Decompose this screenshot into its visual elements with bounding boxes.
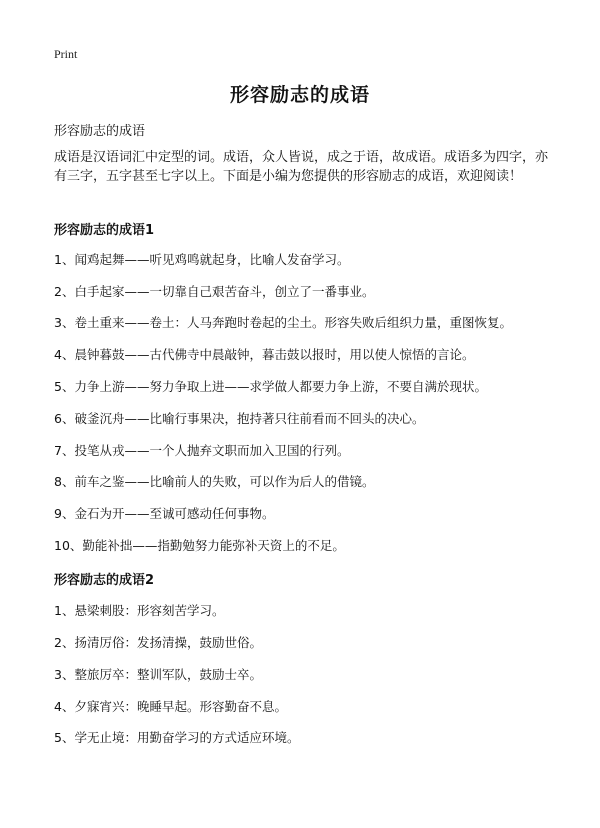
list-item: 5、学无止境：用勤奋学习的方式适应环境。 [54,730,300,745]
list-item: 8、前车之鉴——比喻前人的失败，可以作为后人的借镜。 [54,474,375,489]
section-heading-2: 形容励志的成语2 [54,573,155,588]
list-item: 4、夕寐宵兴：晚睡早起。形容勤奋不息。 [54,699,287,714]
print-link[interactable]: Print [54,47,78,61]
list-item: 1、闻鸡起舞——听见鸡鸣就起身，比喻人发奋学习。 [54,252,350,267]
intro-paragraph: 成语是汉语词汇中定型的词。成语，众人皆说，成之于语，故成语。成语多为四字，亦有三字，五字甚至七字以上。下面是小编为您提供的形容励志的成语，欢迎阅读！ [54,150,549,184]
page-title: 形容励志的成语 [229,84,370,106]
list-item: 9、金石为开——至诚可感动任何事物。 [54,506,275,521]
list-item: 1、悬梁刺股：形容刻苦学习。 [54,603,225,618]
list-item: 6、破釜沉舟——比喻行事果决，抱持著只往前看而不回头的决心。 [54,411,425,426]
list-item: 2、白手起家——一切靠自己艰苦奋斗，创立了一番事业。 [54,284,375,299]
list-item: 7、投笔从戎——一个人抛弃文职而加入卫国的行列。 [54,443,350,458]
list-item: 3、整旅厉卒：整训军队，鼓励士卒。 [54,667,262,682]
list-item: 2、扬清厉俗：发扬清操，鼓励世俗。 [54,635,262,650]
list-item: 3、卷土重来——卷土：人马奔跑时卷起的尘土。形容失败后组织力量，重图恢复。 [54,315,512,330]
section-heading-1: 形容励志的成语1 [54,223,155,238]
list-item: 4、晨钟暮鼓——古代佛寺中晨敲钟，暮击鼓以报时，用以使人惊悟的言论。 [54,347,475,362]
list-item: 5、力争上游——努力争取上进——求学做人都要力争上游，不要自满於现状。 [54,379,487,394]
list-item: 10、勤能补拙——指勤勉努力能弥补天资上的不足。 [54,538,345,553]
subtitle: 形容励志的成语 [54,124,146,139]
